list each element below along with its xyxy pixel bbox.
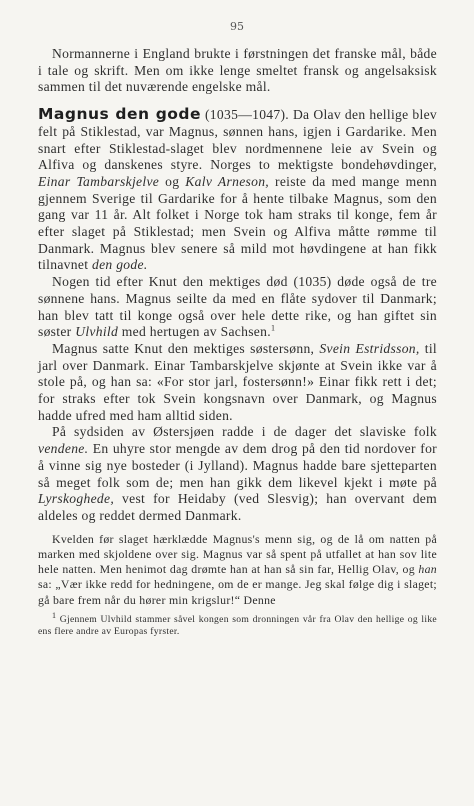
- section-heading: Magnus den gode: [38, 105, 202, 124]
- footnote-ref: 1: [270, 323, 276, 333]
- paragraph-6-small: Kvelden før slaget hærklædde Magnus's menn sig, og de lå om natten på marken med skjoldene over sig. Magnus var så spent på utfallet at han sov lite hele natten. Men henimot dag drømte han at han så sin far, Hellig Olav, og han sa: „Vær ikke redd for hedningene, om de er mange. Jeg skal følge dig i slaget; gå bare frem når du hører min krigslur!“ Denne: [38, 531, 437, 607]
- paragraph-2: Magnus den gode (1035—1047). Da Olav den hellige blev felt på Stiklestad, var Magnus, sønnen hans, igjen i Gardarike. Men snart efter Stiklestad-slaget blev nordmennene leie av Svein og Alfiva og danskenes styre. Norges to mektigste bondehøvdinger, Einar Tambarskjelve og Kalv Arneson, reiste da med mange menn gjennem Sverige til Gardarike for å hente tilbake Magnus, som den gang var 11 år. Alt folket i Norge tok ham straks til konge, fem år efter slaget på Stiklestad; men Svein og Alfiva måtte rømme til Danmark. Magnus blev senere så mild mot høvdingene at han fikk tilnavnet den gode.: [38, 105, 438, 273]
- page-number: 95: [230, 20, 244, 33]
- paragraph-3: Nogen tid efter Knut den mektiges død (1035) døde også de tre sønnene hans. Magnus seilte da med en flåte sydover til Danmark; han blev tatt til konge også over hele dette rike, og han giftet sin søster Ulvhild med hertugen av Sachsen.$^1$: [38, 274, 437, 340]
- footnote: $^1$ Gjennem Ulvhild stammer såvel kongen som dronningen vår fra Olav den hellige og like ens flere andre av Europas fyrster.: [38, 610, 437, 638]
- body-text: [38, 46, 437, 639]
- paragraph-1: Normannerne i England brukte i førstningen det franske mål, både i tale og skrift. Men om ikke lenge smeltet fransk og angelsaksisk sammen til det nuværende engelske mål.: [38, 46, 437, 95]
- paragraph-4: Magnus satte Knut den mektiges søstersønn, Svein Estridsson, til jarl over Danmark. Einar Tambarskjelve skjønte at Svein ikke var å stole på, og han sa: «For stor jarl, fostersønn!» Einar fikk rett i det; for straks efter tok Svein kongsnavn over Danmark, og Magnus hadde ufred med ham alltid siden.: [38, 340, 437, 423]
- paragraph-5: På sydsiden av Østersjøen radde i de dager det slaviske folk vendene. En uhyre stor mengde av dem drog på den tid nordover for å vinne sig nye bosteder (i Jylland). Magnus hadde bare sjetteparten så meget folk som de; men han gikk dem likevel kjekt i møte på Lyrskoghede, vest for Heidaby (ved Slesvig); han overvant dem aldeles og reddet dermed Danmark.: [38, 424, 437, 523]
